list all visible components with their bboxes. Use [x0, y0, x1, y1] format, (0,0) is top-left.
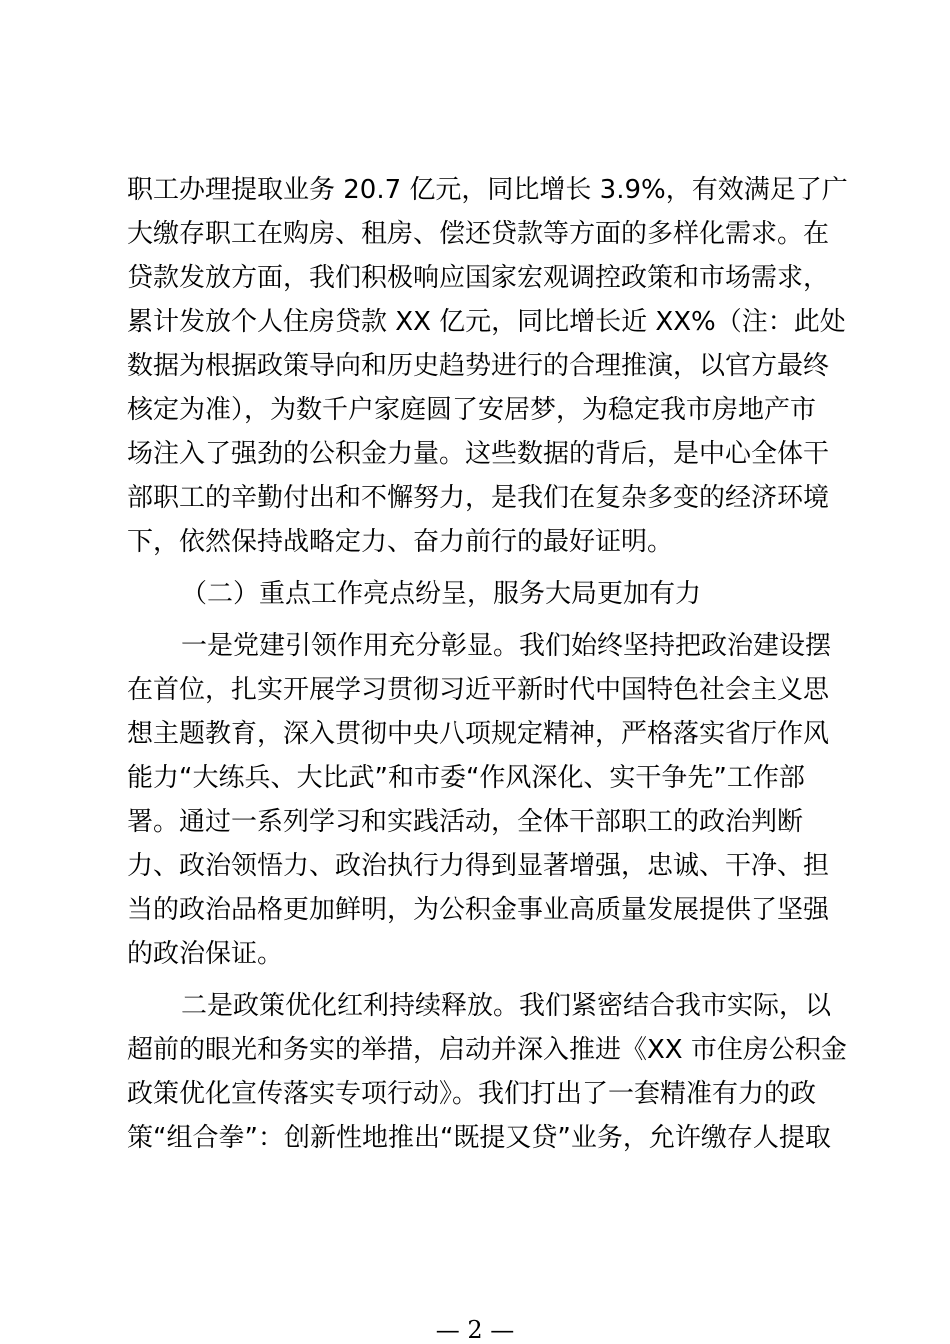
text-line: 大缴存职工在购房、租房、偿还贷款等方面的多样化需求。在 — [127, 219, 830, 249]
text-line: 力、政治领悟力、政治执行力得到显著增强，忠诚、干净、担 — [127, 851, 830, 881]
text-line: 在首位，扎实开展学习贯彻习近平新时代中国特色社会主义思 — [127, 675, 830, 705]
text-line: 部职工的辛勤付出和不懈努力，是我们在复杂多变的经济环境 — [127, 483, 830, 513]
text-line: 数据为根据政策导向和历史趋势进行的合理推演，以官方最终 — [127, 351, 830, 381]
page-number: — 2 — — [435, 1316, 515, 1344]
text-line: 贷款发放方面，我们积极响应国家宏观调控政策和市场需求， — [127, 263, 830, 293]
text-line: 政策优化宣传落实专项行动》。我们打出了一套精准有力的政 — [127, 1079, 817, 1109]
text-line: 累计发放个人住房贷款 XX 亿元，同比增长近 XX%（注：此处 — [127, 307, 846, 337]
paragraph-first-line: 一是党建引领作用充分彰显。我们始终坚持把政治建设摆 — [181, 631, 832, 661]
text-line: 当的政治品格更加鲜明，为公积金事业高质量发展提供了坚强 — [127, 895, 830, 925]
text-line: 职工办理提取业务 20.7 亿元，同比增长 3.9%，有效满足了广 — [127, 175, 848, 205]
text-line: 署。通过一系列学习和实践活动，全体干部职工的政治判断 — [127, 807, 804, 837]
paragraph-first-line: 二是政策优化红利持续释放。我们紧密结合我市实际，以 — [181, 991, 832, 1021]
text-line: 核定为准），为数千户家庭圆了安居梦，为稳定我市房地产市 — [127, 395, 817, 425]
text-line: 策“组合拳”：创新性地推出“既提又贷”业务，允许缴存人提取 — [127, 1123, 831, 1153]
text-line: 的政治保证。 — [127, 939, 284, 969]
text-line: 场注入了强劲的公积金力量。这些数据的背后，是中心全体干 — [127, 439, 830, 469]
text-line: 想主题教育，深入贯彻中央八项规定精神，严格落实省厅作风 — [127, 719, 830, 749]
text-line: 下，依然保持战略定力、奋力前行的最好证明。 — [127, 527, 674, 557]
text-line: 超前的眼光和务实的举措，启动并深入推进《XX 市住房公积金 — [127, 1035, 847, 1065]
text-line: 能力“大练兵、大比武”和市委“作风深化、实干争先”工作部 — [127, 763, 805, 793]
section-heading: （二）重点工作亮点纷呈，服务大局更加有力 — [181, 579, 702, 609]
